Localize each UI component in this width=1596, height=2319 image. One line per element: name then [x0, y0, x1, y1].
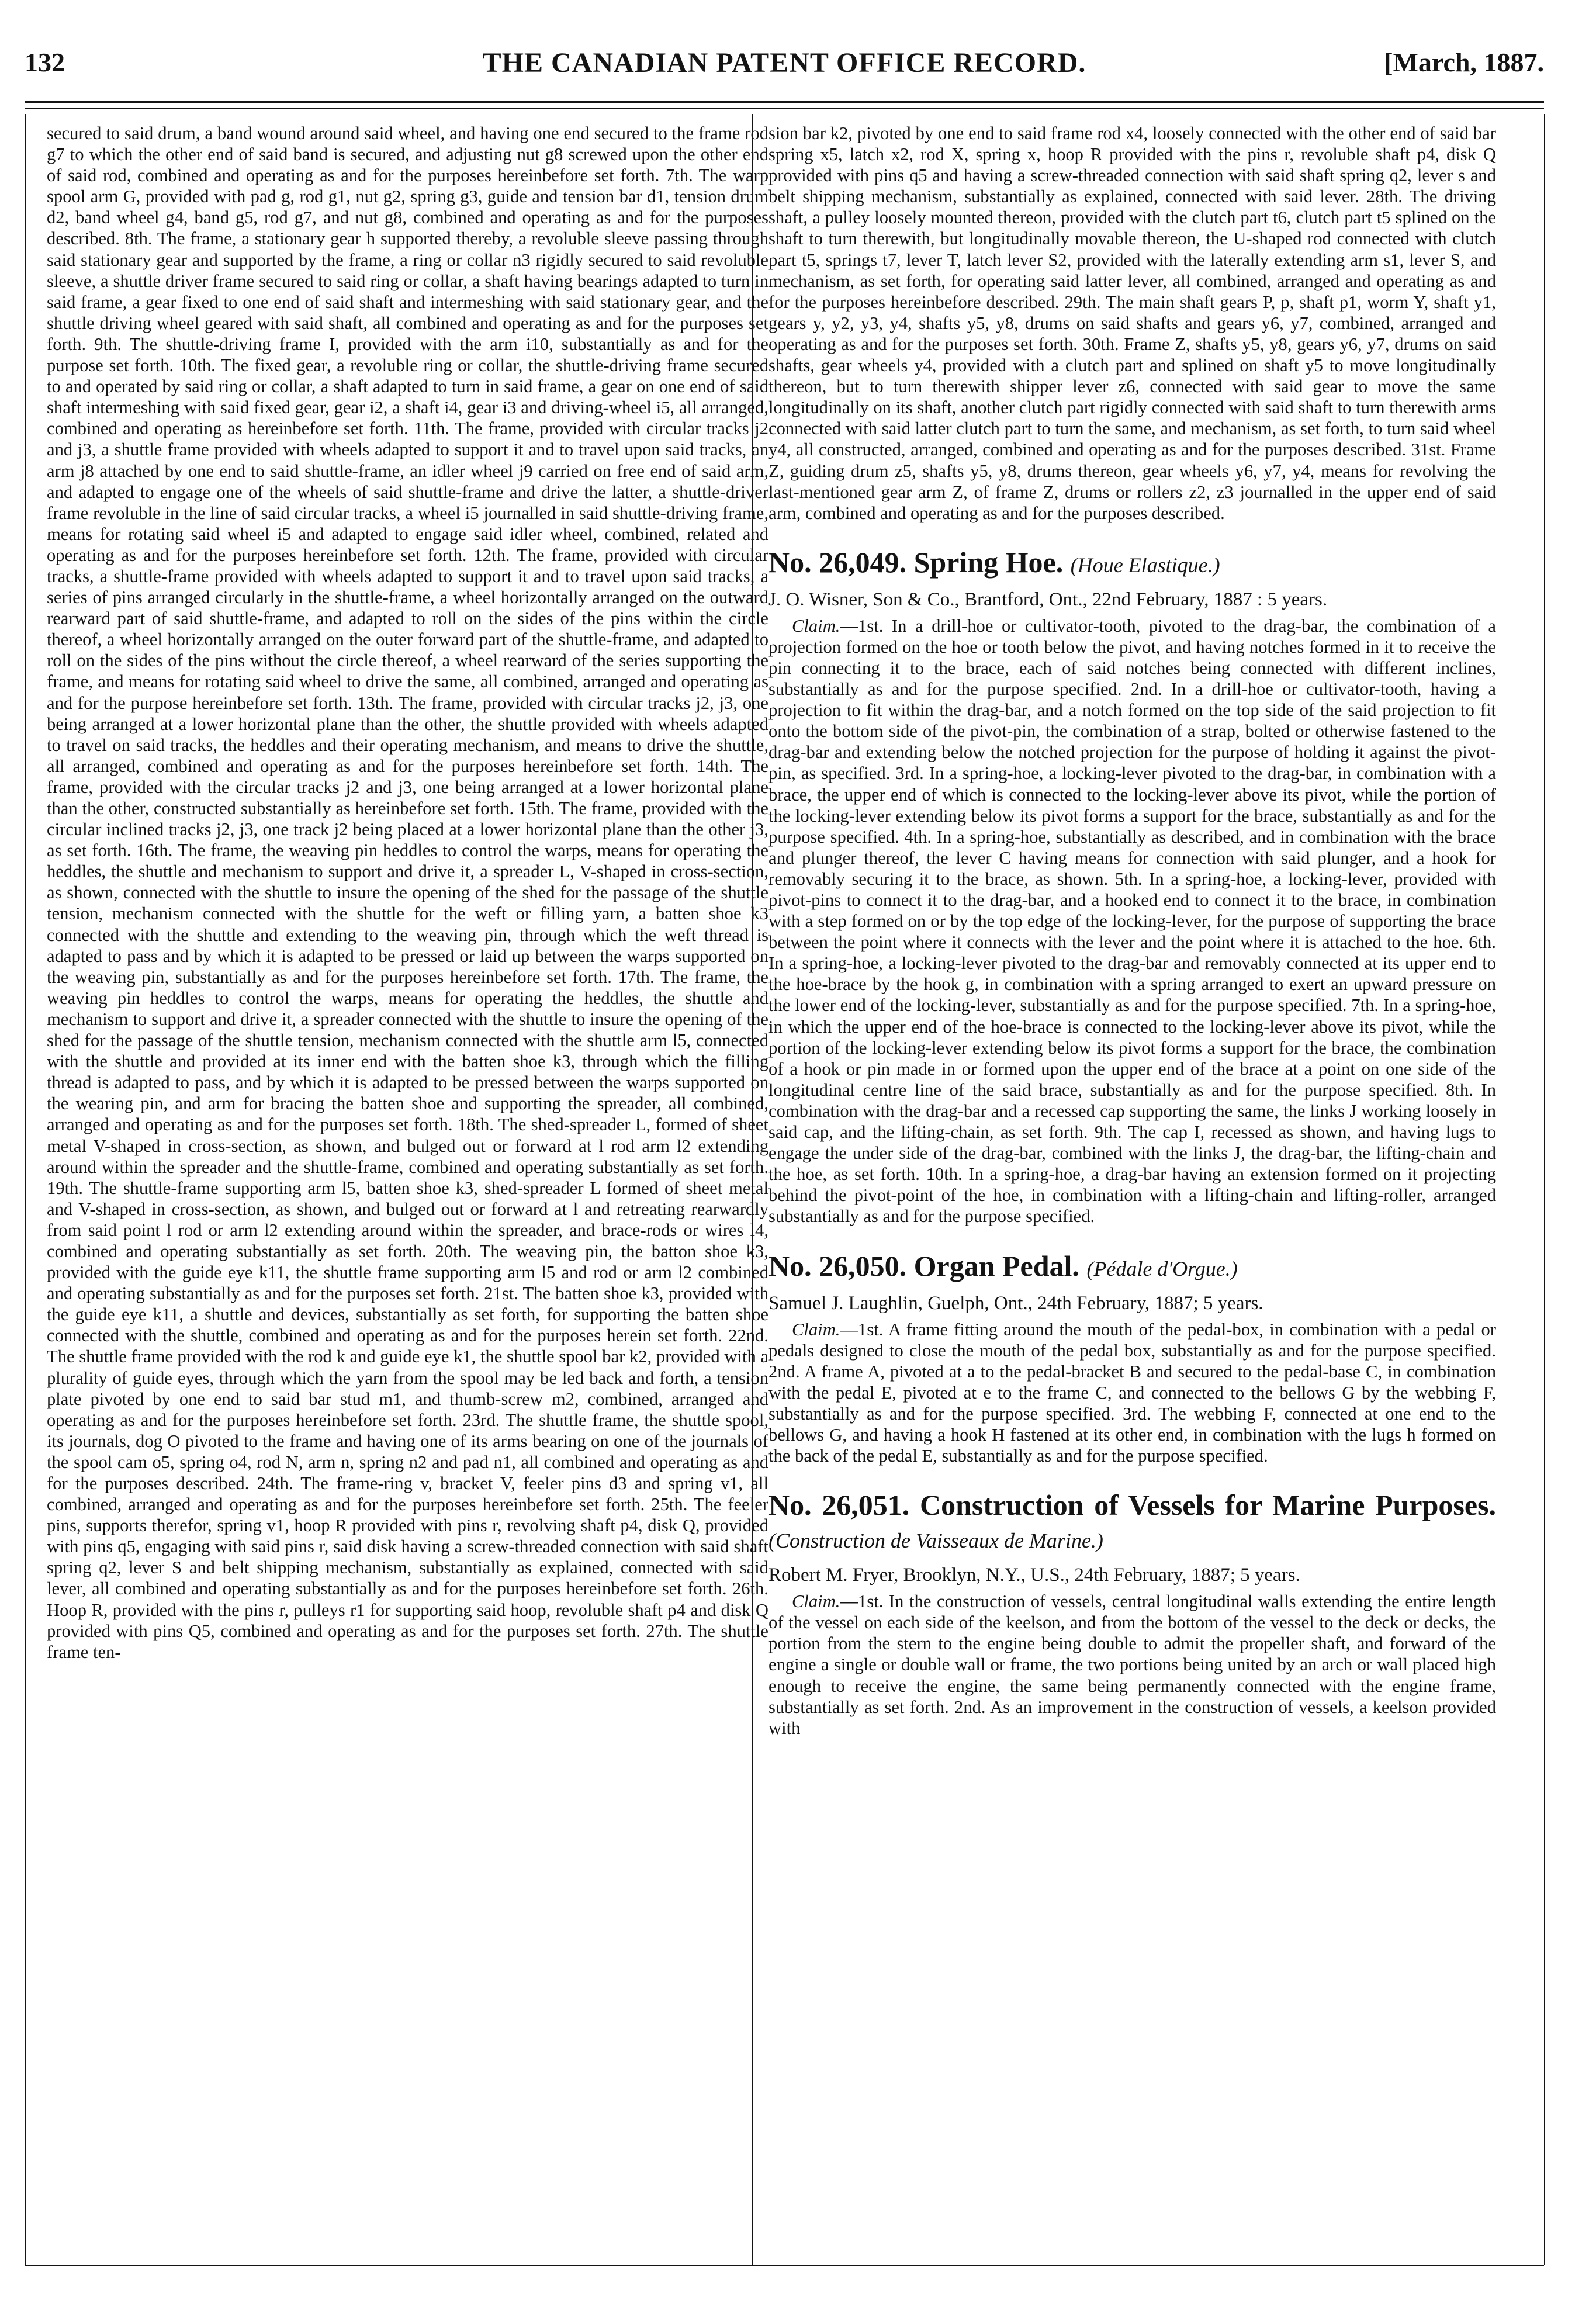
patent-claims: [768, 615, 1496, 1227]
patent-french-title: (Construction de Vaisseaux de Marine.): [768, 1529, 1103, 1553]
patent-title: Spring Hoe.: [913, 545, 1064, 579]
right-column: [768, 123, 1496, 2256]
patent-applicant: Samuel J. Laughlin, Guelph, Ont., 24th February, 1887; 5 years.: [768, 1292, 1263, 1314]
patent-entry-26051: [768, 1489, 1496, 1739]
entry-heading: [768, 1489, 1496, 1557]
frame-right-border: [1544, 114, 1545, 2265]
patent-claims: [768, 1591, 1496, 1739]
right-column-continuation: sion bar k2, pivoted by one end to said frame rod x4, loosely connected with the other end of said bar spring x5, latch x2, rod X, spring x, hoop R provided with the pins r, revoluble shaft p4, disk Q provided with pins q5 and having a screw-threaded connection with said shaft spring q2, lever s and belt shipping mechanism, substantially as explained, connected with said lever. 28th. The driving shaft, a pulley loosely mounted thereon, provided with the clutch part t6, clutch part t5 splined on the shaft to turn therewith, but longitudinally movable thereon, the U-shaped rod connected with clutch part t5, springs t7, lever T, latch lever S2, provided with the laterally extending arm s1, lever S, and mechanism, as set forth, for operating said latter lever, all combined, arranged and operating as and for the purposes hereinbefore described. 29th. The main shaft gears P, p, shaft p1, worm Y, shaft y1, gears y, y2, y3, y4, shafts y5, y8, drums on said shafts and gears y6, y7, combined, arranged and operating as and for the purposes set forth. 30th. Frame Z, shafts y5, y8, gears y6, y7, drums on said shafts, gear wheels y4, provided with a clutch part and splined on shaft y5 to move longitudinally thereon, but to turn therewith shipper lever z6, connected with said gear to move the same longitudinally on its shaft, another clutch part rigidly connected with said shaft to turn therewith arms connected with said latter clutch part to turn the same, and mechanism, as set forth, to turn said wheel y4, all constructed, arranged, combined and operating as and for the purposes described. 31st. Frame Z, guiding drum z5, shafts y5, y8, drums thereon, gear wheels y6, y7, y4, means for revolving the last-mentioned gear arm Z, of frame Z, drums or rollers z2, z3 journalled in the upper end of said arm, combined and operating as and for the purposes described.: [768, 123, 1496, 523]
publication-title: THE CANADIAN PATENT OFFICE RECORD.: [482, 47, 1086, 78]
claim-text: —1st. In a drill-hoe or cultivator-tooth, pivoted to the drag-bar, the combination of a projection formed on the hoe or tooth below the pivot, and having notches formed in it to receive the pin connecting it to the brace, each of said notches being connected with different inclines, substantially as and for the purpose specified. 2nd. In a drill-hoe or cultivator-tooth, having a projection to fit within the drag-bar, and a notch formed on the top side of the said projection to fit onto the bottom side of the pivot-pin, the combination of a strap, bolted or otherwise fastened to the drag-bar and extending below the notched projection for the purpose of holding it against the pivot-pin, as specified. 3rd. In a spring-hoe, a locking-lever pivoted to the drag-bar, in combination with a brace, the upper end of which is connected to the locking-lever above its pivot, while the portion of the locking-lever extending below its pivot forms a support for the brace, substantially as and for the purpose specified. 4th. In a spring-hoe, substantially as described, and in combination with the brace and plunger thereof, the lever C having means for connection with said plunger, and a hook for removably securing it to the brace, as shown. 5th. In a spring-hoe, a locking-lever, provided with pivot-pins to connect it to the drag-bar, and a hooked end to connect it to the brace, in combination with a step formed on or by the top edge of the locking-lever, for the purpose of supporting the brace between the point where it connects with the lever and the point where it is attached to the hoe. 6th. In a spring-hoe, a locking-lever pivoted to the drag-bar and removably connected at its upper end to the hoe-brace by the hook g, in combination with a spring arranged to exert an upward pressure on the lower end of the locking-lever, substantially as and for the purpose specified. 7th. In a spring-hoe, in which the upper end of the hoe-brace is connected to the locking-lever above its pivot, while the portion of the locking-lever extending below its pivot forms a support for the brace, the combination of a hook or pin made in or formed upon the upper end of the brace at a point on one side of the longitudinal centre line of the said brace, substantially as and for the purpose specified. 8th. In combination with the drag-bar and a recessed cap supporting the same, the links J working loosely in said cap, and the lifting-chain, as set forth. 9th. The cap I, recessed as shown, and having lugs to engage the under side of the drag-bar, combined with the links J, the drag-bar, the lifting-chain and the hoe, as set forth. 10th. In a spring-hoe, a drag-bar having an extension formed on it projecting behind the pivot-point of the hoe, in combination with a lifting-chain and lifting-roller, arranged substantially as and for the purpose specified.: [768, 615, 1496, 1227]
patent-french-title: (Houe Elastique.): [1070, 553, 1220, 577]
issue-date: [March, 1887.: [1384, 47, 1544, 77]
left-column-text: secured to said drum, a band wound around said wheel, and having one end secured to the frame rod g7 to which the other end of said band is secured, and adjusting nut g8 screwed upon the other end of said rod, combined and operating as and for the purposes hereinbefore set forth. 7th. The warp spool arm G, provided with pad g, rod g1, nut g2, spring g3, guide and tension bar d1, tension drum d2, band wheel g4, band g5, rod g7, and nut g8, combined and operating as and for the purposes described. 8th. The frame, a stationary gear h supported thereby, a revoluble sleeve passing through said stationary gear and supported by the frame, a ring or collar n3 rigidly secured to said revoluble sleeve, a shuttle driver frame secured to said ring or collar, a shaft having bearings adapted to turn in said frame, a gear fixed to one end of said shaft and intermeshing with said stationary gear, and the shuttle driving wheel geared with said shaft, all combined and operating as and for the purposes set forth. 9th. The shuttle-driving frame I, provided with the arm i10, substantially as and for the purpose set forth. 10th. The fixed gear, a revoluble ring or collar, the shuttle-driving frame secured to and operated by said ring or collar, a shaft adapted to turn in said frame, a gear on one end of said shaft intermeshing with said fixed gear, gear i2, a shaft i4, gear i3 and driving-wheel i5, all arranged, combined and operating as hereinbefore set forth. 11th. The frame, provided with circular tracks j2 and j3, a shuttle frame provided with wheels adapted to support it and to travel upon said tracks, an arm j8 attached by one end to said shuttle-frame, an idler wheel j9 carried on free end of said arm, and adapted to engage one of the wheels of said shuttle-frame and drive the latter, a shuttle-driver frame revoluble in the line of said circular tracks, a wheel i5 journalled in said shuttle-driving frame, means for rotating said wheel i5 and adapted to engage said idler wheel, combined, related and operating as and for the purposes hereinbefore set forth. 12th. The frame, provided with circular tracks, a shuttle-frame provided with wheels adapted to support it and to travel upon said tracks, a series of pins arranged circularly in the shuttle-frame, a wheel horizontally arranged on the outward rearward part of said shuttle-frame, and adapted to roll on the sides of the pins within the circle thereof, a wheel horizontally arranged on the outer forward part of the shuttle-frame, and adapted to roll on the sides of the pins without the circle thereof, a wheel rearward of the series supporting the frame, and means for rotating said wheel to drive the same, all combined, arranged and operating as and for the purpose hereinbefore set forth. 13th. The frame, provided with circular tracks j2, j3, one being arranged at a lower horizontal plane than the other, the shuttle provided with wheels adapted to travel on said tracks, the heddles and their operating mechanism, and means to drive the shuttle, all arranged, combined and operating as and for the purposes hereinbefore set forth. 14th. The frame, provided with the circular tracks j2 and j3, one being arranged at a lower horizontal plane than the other, constructed substantially as hereinbefore set forth. 15th. The frame, provided with the circular inclined tracks j2, j3, one track j2 being placed at a lower horizontal plane than the other j3, as set forth. 16th. The frame, the weaving pin heddles to control the warps, means for operating the heddles, the shuttle and mechanism to support and drive it, a spreader L, V-shaped in cross-section, as shown, connected with the shuttle to insure the opening of the shed for the passage of the shuttle tension, mechanism connected with the shuttle for the weft or filling yarn, a batten shoe k3 connected with the shuttle and extending to the weaving pin, through which the weft thread is adapted to pass and by which it is adapted to be pressed or laid up between the warps supported on the weaving pin, substantially as and for the purposes hereinbefore set forth. 17th. The frame, the weaving pin heddles to control the warps, means for operating the heddles, the shuttle and mechanism to support and drive it, a spreader connected with the shuttle to insure the opening of the shed for the passage of the shuttle tension, mechanism connected with the shuttle arm l5, connected with the shuttle and provided at its inner end with the batten shoe k3, through which the filling thread is adapted to pass, and by which it is adapted to be pressed between the warps supported on the wearing pin, and arm for bracing the batten shoe and supporting the spreader, all combined, arranged and operating as and for the purposes set forth. 18th. The shed-spreader L, formed of sheet metal V-shaped in cross-section, as shown, and bulged out or forward at l rod arm l2 extending around within the spreader and the shuttle-frame, combined and operating substantially as set forth. 19th. The shuttle-frame supporting arm l5, batten shoe k3, shed-spreader L formed of sheet metal and V-shaped in cross-section, as shown, and bulged out or forward at l and retreating rearwardly from said point l rod or arm l2 extending around within the spreader, and brace-rods or wires l4, combined and operating substantially as set forth. 20th. The weaving pin, the batton shoe k3, provided with the guide eye k11, the shuttle frame supporting arm l5 and rod or arm l2 combined and operating substantially as and for the purposes set forth. 21st. The batten shoe k3, provided with the guide eye k11, a shuttle and devices, substantially as set forth, for supporting the batten shoe connected with the shuttle, combined and operating as and for the purposes herein set forth. 22nd. The shuttle frame provided with the rod k and guide eye k1, the shuttle spool bar k2, provided with a plurality of guide eyes, through which the yarn from the spool may be led back and forth, a tension plate pivoted by one end to said bar stud m1, and thumb-screw m2, combined, arranged and operating as and for the purposes hereinbefore set forth. 23rd. The shuttle frame, the shuttle spool, its journals, dog O pivoted to the frame and having one of its arms bearing on one of the journals of the spool cam o5, spring o4, rod N, arm n, spring n2 and pad n1, all combined and operating as and for the purposes described. 24th. The frame-ring v, bracket V, feeler pins d3 and spring v1, all combined, arranged and operating as and for the purposes hereinbefore set forth. 25th. The feeler pins, supports therefor, spring v1, hoop R provided with pins r, revolving shaft p4, disk Q, provided with pins q5, engaging with said pins r, said disk having a screw-threaded connection with said shaft spring q2, lever S and belt shipping mechanism, substantially as explained, connected with said lever, all combined and operating substantially as and for the purposes hereinbefore set forth. 26th. Hoop R, provided with the pins r, pulleys r1 for supporting said hoop, revoluble shaft p4 and disk Q provided with pins Q5, combined and operating as and for the purposes set forth. 27th. The shuttle frame ten-: [47, 123, 768, 1662]
patent-number: No. 26,050.: [768, 1249, 907, 1282]
patent-applicant: Robert M. Fryer, Brooklyn, N.Y., U.S., 24th February, 1887; 5 years.: [768, 1565, 1300, 1586]
claim-label: Claim.: [792, 1591, 840, 1612]
claim-label: Claim.: [792, 615, 840, 636]
claim-text: —1st. In the construction of vessels, central longitudinal walls extending the entire length of the vessel on each side of the keelson, and from the bottom of the vessel to the deck or decks, the portion from the stern to the engine being double to admit the propeller shaft, and forward of the engine a single or double wall or frame, the two portions being united by an arch or wall placed high enough to receive the engine, the same being permanently connected with the engine frame, substantially as set forth. 2nd. As an improvement in the construction of vessels, a keelson provided with: [768, 1591, 1496, 1738]
claim-text: —1st. A frame fitting around the mouth of the pedal-box, in combination with a pedal or pedals designed to close the mouth of the pedal box, substantially as and for the purpose specified. 2nd. A frame A, pivoted at a to the pedal-bracket B and secured to the pedal-base C, in combination with the pedal E, pivoted at e to the frame C, and connected to the bellows G by the webbing F, substantially as and for the purpose specified. 3rd. The webbing F, connected at one end to the bellows G, and having a hook H fastened at its other end, in combination with the lugs h formed on the back of the pedal E, substantially as and for the purpose specified.: [768, 1319, 1496, 1466]
page-number: 132: [25, 47, 65, 77]
frame-bottom-border: [25, 2265, 1544, 2266]
claim-label: Claim.: [792, 1319, 840, 1340]
frame-left-border: [25, 114, 26, 2265]
patent-claims: [768, 1319, 1496, 1467]
patent-title: Construction of Vessels for Marine Purposes.: [919, 1489, 1496, 1522]
page-header: [25, 42, 1544, 95]
patent-entry-26049: [768, 546, 1496, 1227]
entry-heading: [768, 1250, 1496, 1285]
patent-applicant: J. O. Wisner, Son & Co., Brantford, Ont., 22nd February, 1887 : 5 years.: [768, 589, 1328, 610]
entry-heading: [768, 546, 1496, 582]
left-column: [47, 123, 768, 2256]
patent-number: No. 26,049.: [768, 545, 907, 579]
patent-french-title: (Pédale d'Orgue.): [1086, 1257, 1238, 1280]
patent-entry-26050: [768, 1250, 1496, 1467]
header-rule-thin: [25, 108, 1544, 109]
patent-title: Organ Pedal.: [913, 1249, 1079, 1282]
patent-number: No. 26,051.: [768, 1489, 910, 1522]
header-rule: [25, 101, 1544, 103]
